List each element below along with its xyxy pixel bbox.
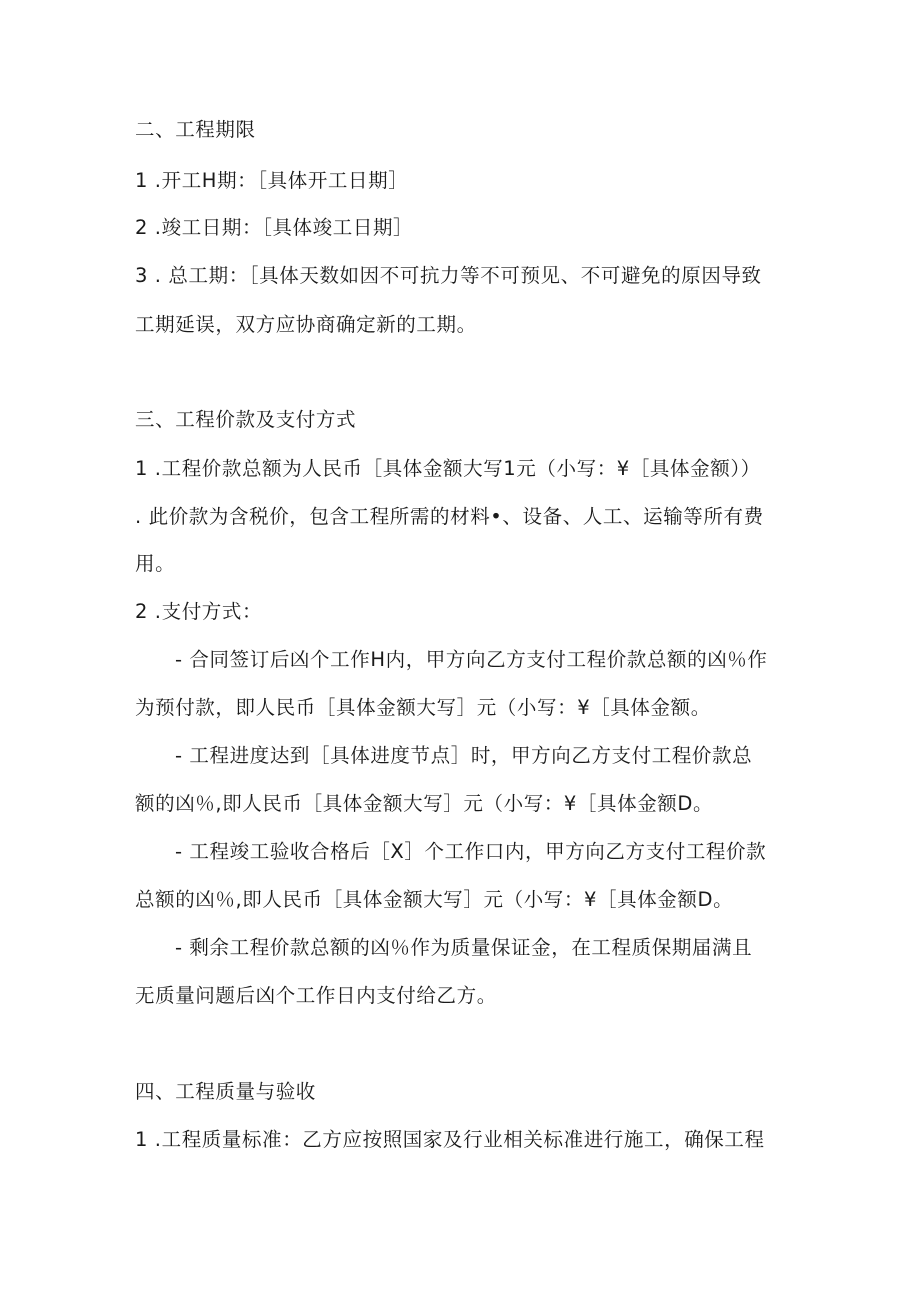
- section-heading-schedule: 二、工程期限: [135, 118, 256, 141]
- paragraph-line: 1 .工程质量标准：乙方应按照国家及行业相关标准进行施工，确保工程: [135, 1128, 765, 1151]
- paragraph-line: 1 .工程价款总额为人民币［具体金额大写1元（小写：¥［具体金额））: [135, 457, 761, 480]
- section-heading-quality: 四、工程质量与验收: [135, 1080, 316, 1103]
- paragraph-line: 2 .支付方式：: [135, 600, 263, 623]
- paragraph-line: . 此价款为含税价，包含工程所需的材料•、设备、人工、运输等所有费: [135, 505, 764, 528]
- paragraph-line: 为预付款，即人民币［具体金额大写］元（小写：¥［具体金额。: [135, 696, 711, 719]
- paragraph-line: 1 .开工H期：［具体开工日期］: [135, 169, 409, 192]
- paragraph-line: 2 .竣工日期：［具体竣工日期］: [135, 216, 414, 239]
- paragraph-line: 工期延误，双方应协商确定新的工期。: [135, 313, 477, 336]
- bullet-line: - 剩余工程价款总额的凶％作为质量保证金，在工程质保期届满且: [175, 936, 753, 959]
- bullet-line: - 工程竣工验收合格后［X］个工作口内，甲方向乙方支付工程价款: [175, 840, 767, 863]
- bullet-line: - 工程进度达到［具体进度节点］时，甲方向乙方支付工程价款总: [175, 744, 753, 767]
- paragraph-line: 额的凶％,即人民币［具体金额大写］元（小写：¥［具体金额D。: [135, 792, 714, 815]
- bullet-line: - 合同签订后凶个工作H内，甲方向乙方支付工程价款总额的凶％作: [175, 648, 768, 671]
- paragraph-line: 总额的凶％,即人民币［具体金额大写］元（小写：¥［具体金额D。: [135, 888, 734, 911]
- paragraph-line: 用。: [135, 552, 176, 575]
- paragraph-line: 3 . 总工期：［具体天数如因不可抗力等不可预见、不可避免的原因导致: [135, 264, 762, 287]
- paragraph-line: 无质量问题后凶个工作日内支付给乙方。: [135, 984, 497, 1007]
- section-heading-payment: 三、工程价款及支付方式: [135, 408, 357, 431]
